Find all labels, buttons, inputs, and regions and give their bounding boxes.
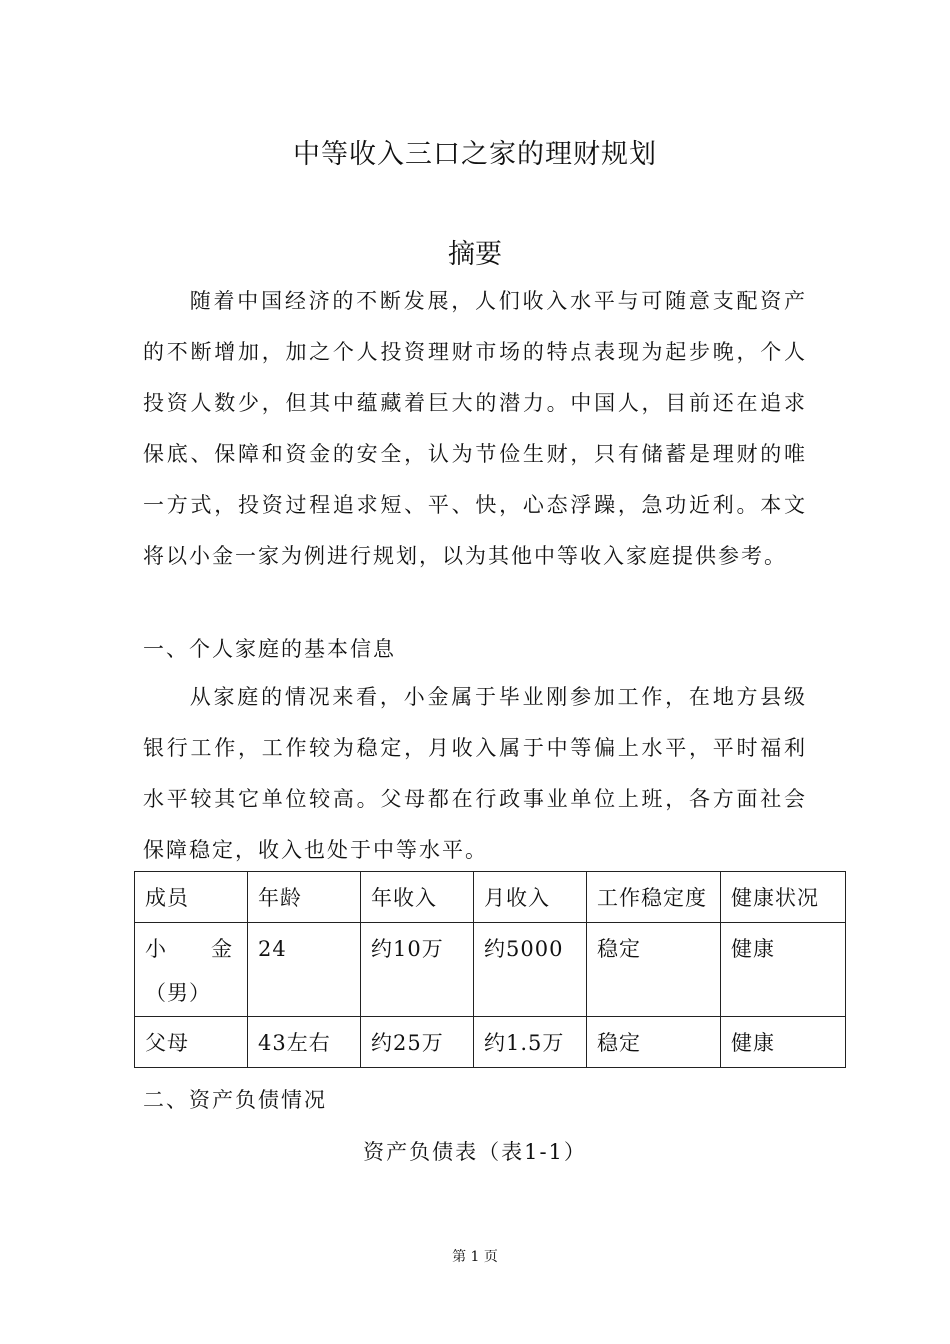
table-cell: 小 金（男）	[135, 923, 248, 1017]
table-header-cell: 成员	[135, 872, 248, 923]
section1-text: 从家庭的情况来看，小金属于毕业刚参加工作，在地方县级银行工作，工作较为稳定，月收入属于中等偏上水平，平时福利水平较其它单位较高。父母都在行政事业单位上班，各方面社会保障稳定，收入也处于中等水平。	[143, 685, 807, 862]
table-header-cell: 健康状况	[721, 872, 846, 923]
table-caption: 资产负债表（表1-1）	[363, 1140, 587, 1164]
table-cell: 约25万	[361, 1017, 474, 1068]
page-footer: 第 1 页	[452, 1249, 498, 1265]
section1-heading: 一、个人家庭的基本信息	[143, 637, 396, 661]
table-cell: 健康	[721, 923, 846, 1017]
section2-heading: 二、资产负债情况	[143, 1088, 327, 1112]
table-header-cell: 月收入	[474, 872, 587, 923]
table-cell: 稳定	[587, 923, 721, 1017]
abstract-paragraph	[143, 276, 807, 582]
table-header-row	[135, 872, 846, 923]
table-header-cell: 年龄	[248, 872, 361, 923]
family-info-table	[134, 871, 846, 1068]
table-cell: 父母	[135, 1017, 248, 1068]
table-cell: 约10万	[361, 923, 474, 1017]
table-cell: 健康	[721, 1017, 846, 1068]
table-header-cell: 年收入	[361, 872, 474, 923]
table-cell: 约1.5万	[474, 1017, 587, 1068]
table-row	[135, 1017, 846, 1068]
table-cell: 43左右	[248, 1017, 361, 1068]
abstract-heading: 摘要	[448, 239, 502, 270]
table-cell: 约5000	[474, 923, 587, 1017]
table-row	[135, 923, 846, 1017]
table-cell: 24	[248, 923, 361, 1017]
document-title: 中等收入三口之家的理财规划	[293, 139, 657, 170]
abstract-text: 随着中国经济的不断发展，人们收入水平与可随意支配资产的不断增加，加之个人投资理财市场的特点表现为起步晚，个人投资人数少，但其中蕴藏着巨大的潜力。中国人，目前还在追求保底、保障和资金的安全，认为节俭生财，只有储蓄是理财的唯一方式，投资过程追求短、平、快，心态浮躁，急功近利。本文将以小金一家为例进行规划，以为其他中等收入家庭提供参考。	[143, 289, 807, 568]
table-cell: 稳定	[587, 1017, 721, 1068]
section1-paragraph	[143, 672, 807, 876]
table-header-cell: 工作稳定度	[587, 872, 721, 923]
